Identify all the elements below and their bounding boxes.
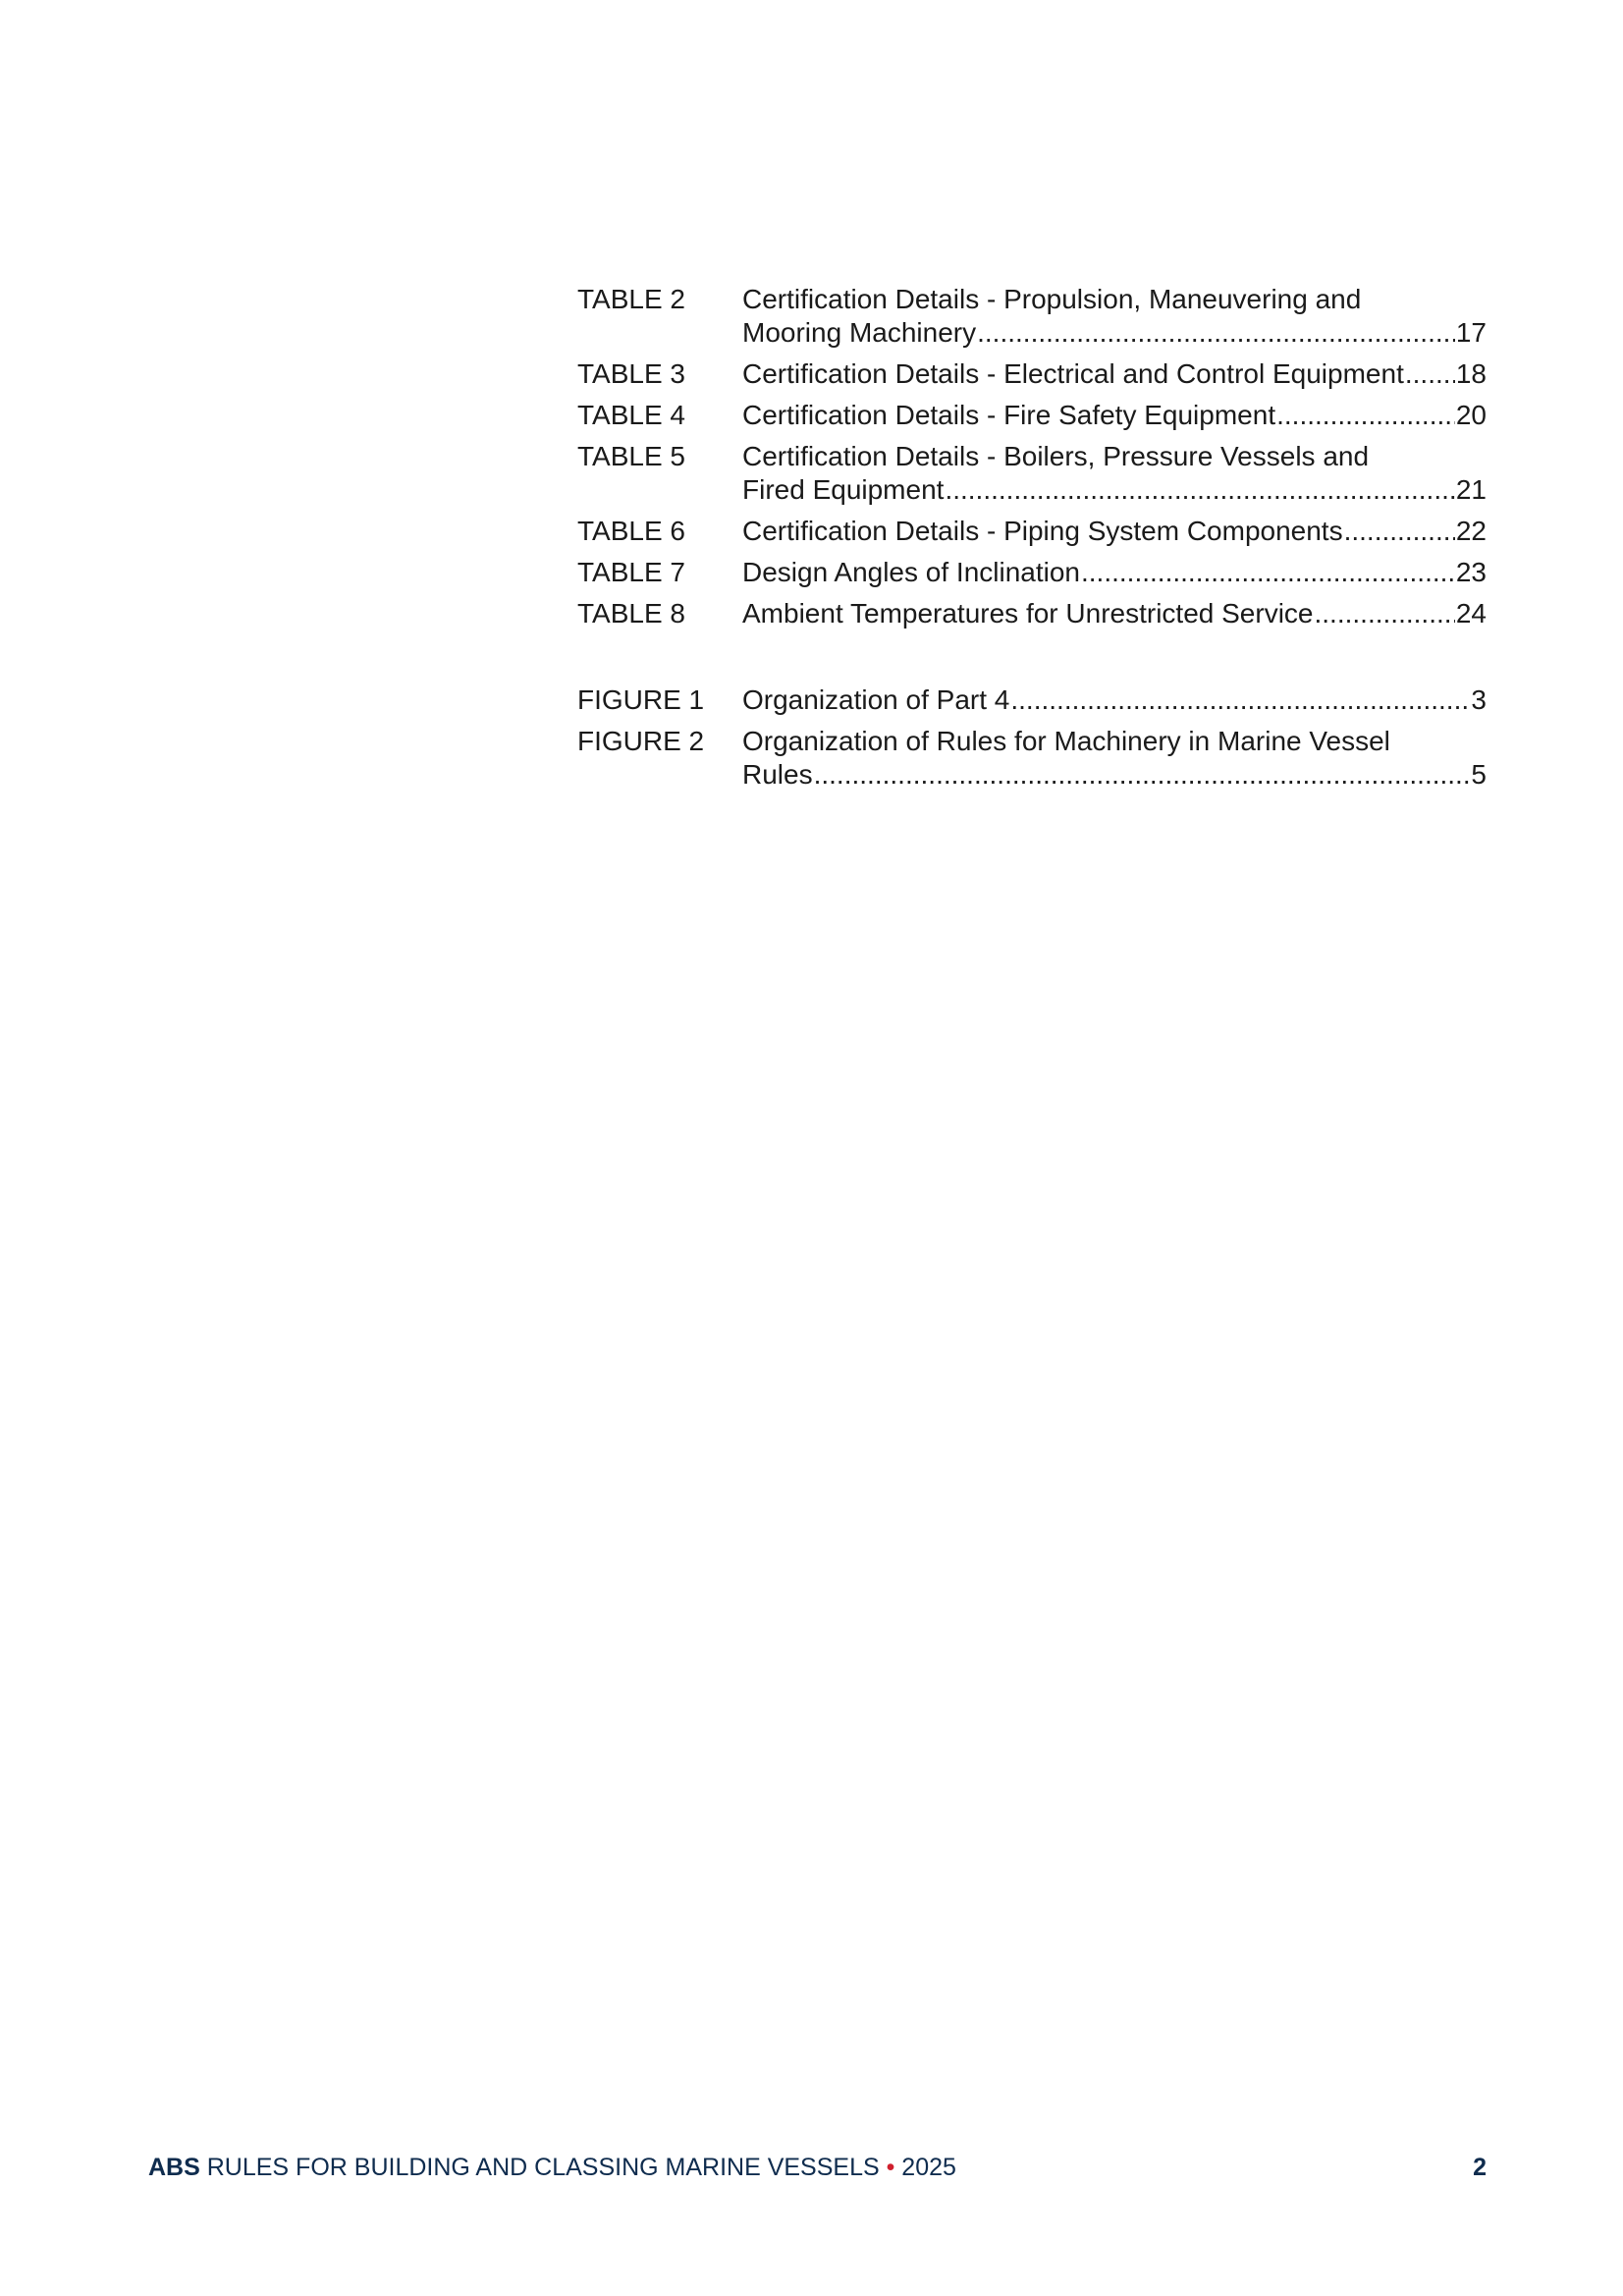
toc-entry-page: 22 — [1455, 516, 1487, 546]
toc-entry-page: 21 — [1455, 474, 1487, 505]
toc-entry-page: 18 — [1455, 358, 1487, 389]
toc-entry-page: 24 — [1455, 598, 1487, 629]
dot-leader — [1315, 597, 1455, 630]
footer-page-number: 2 — [1473, 2154, 1487, 2181]
toc-entry-label: TABLE 3 — [577, 358, 685, 389]
toc-entry-figure-2[interactable] — [577, 725, 1487, 792]
toc-entry-table-7[interactable] — [577, 556, 1487, 589]
toc-entry-title: Ambient Temperatures for Unrestricted Service — [742, 598, 1314, 629]
dot-leader — [977, 316, 1455, 350]
toc-entry-figure-1[interactable] — [577, 683, 1487, 717]
dot-leader — [1405, 357, 1455, 391]
toc-entry-label: TABLE 2 — [577, 284, 685, 314]
dot-leader — [1344, 515, 1455, 548]
toc-entry-table-2[interactable] — [577, 283, 1487, 350]
toc-entry-title: Certification Details - Piping System Components — [742, 516, 1343, 546]
toc-entry-label: FIGURE 1 — [577, 684, 705, 715]
toc-tables-list — [577, 283, 1487, 630]
toc-entry-page: 3 — [1471, 684, 1487, 715]
footer-bullet-separator: • — [886, 2154, 895, 2181]
toc-entry-title: Certification Details - Electrical and Control Equipment — [742, 358, 1404, 389]
toc-entry-label: TABLE 6 — [577, 516, 685, 546]
toc-entry-title: Organization of Part 4 — [742, 684, 1010, 715]
toc-entry-title: Certification Details - Fire Safety Equipment — [742, 400, 1276, 430]
dot-leader — [1081, 556, 1455, 589]
toc-entry-page: 23 — [1455, 557, 1487, 587]
toc-figures-list — [577, 683, 1487, 792]
dot-leader — [1276, 399, 1455, 432]
toc-entry-table-5[interactable] — [577, 440, 1487, 507]
footer-publication — [148, 2154, 956, 2182]
toc-entry-title-line: Certification Details - Boilers, Pressure Vessels and — [742, 441, 1370, 471]
toc-entry-table-4[interactable] — [577, 399, 1487, 432]
toc-entry-label: TABLE 8 — [577, 598, 685, 629]
dot-leader — [945, 473, 1454, 507]
toc-entry-label: TABLE 5 — [577, 441, 685, 471]
footer-brand-logo: ABS — [148, 2154, 200, 2181]
toc-entry-title: Design Angles of Inclination — [742, 557, 1080, 587]
toc-entry-table-6[interactable] — [577, 515, 1487, 548]
toc-entry-page: 17 — [1455, 317, 1487, 348]
toc-entry-table-3[interactable] — [577, 357, 1487, 391]
toc-entry-title-line: Certification Details - Propulsion, Maneuvering and — [742, 284, 1362, 314]
toc-entry-title: Fired Equipment — [742, 474, 945, 505]
toc-entry-label: TABLE 7 — [577, 557, 685, 587]
dot-leader — [814, 758, 1471, 792]
toc-entry-table-8[interactable] — [577, 597, 1487, 630]
table-of-contents — [577, 283, 1487, 799]
toc-entry-page: 20 — [1455, 400, 1487, 430]
toc-entry-page: 5 — [1471, 759, 1487, 790]
toc-entry-title: Mooring Machinery — [742, 317, 977, 348]
toc-entry-label: TABLE 4 — [577, 400, 685, 430]
toc-entry-title-line: Organization of Rules for Machinery in Marine Vessel — [742, 726, 1390, 756]
dot-leader — [1010, 683, 1470, 717]
footer-title: RULES FOR BUILDING AND CLASSING MARINE VESSELS — [199, 2154, 887, 2181]
footer-year: 2025 — [894, 2154, 956, 2181]
toc-entry-label: FIGURE 2 — [577, 726, 705, 756]
page-footer — [148, 2154, 1487, 2182]
toc-entry-title: Rules — [742, 759, 813, 790]
